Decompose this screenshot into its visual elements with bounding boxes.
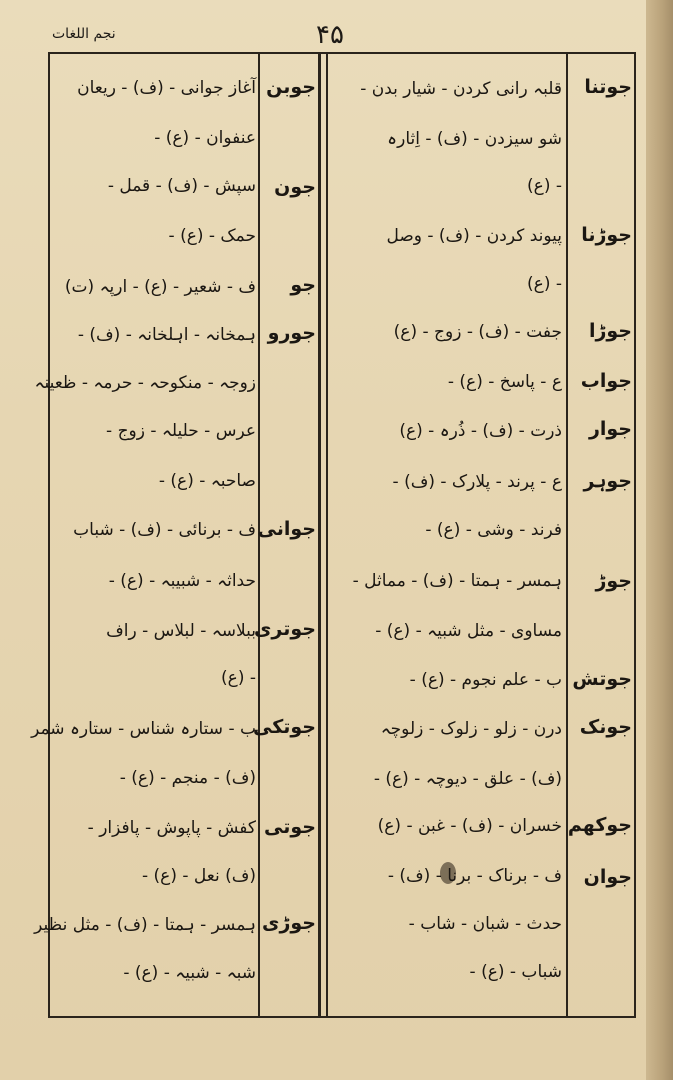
- definition-line: ہمسر - ہمتا - (ف) - مثل نظیر: [34, 915, 256, 935]
- headword: جوبن: [266, 76, 316, 98]
- definition-line: - (ع): [221, 668, 256, 688]
- definition-line: ب - علم نجوم - (ع) -: [409, 670, 562, 690]
- headword: جوتنا: [584, 76, 632, 98]
- definition-line: (ف) - منجم - (ع) -: [119, 768, 256, 788]
- headword: جوار: [588, 418, 632, 440]
- definition-line: عنفوان - (ع) -: [154, 128, 256, 148]
- definition-line: شبہ - شبیہ - (ع) -: [123, 963, 256, 983]
- definition-line: درن - زلو - زلوک - زلوچہ: [380, 719, 562, 739]
- definition-line: سپش - (ف) - قمل -: [107, 176, 256, 196]
- definition-line: (ف) نعل - (ع) -: [142, 866, 256, 886]
- definition-line: حداثہ - شبیبہ - (ع) -: [108, 571, 256, 591]
- definition-line: ہمخانہ - اہلخانہ - (ف) -: [77, 325, 256, 345]
- headword: جواب: [580, 370, 632, 392]
- headword: جوتش: [572, 668, 632, 690]
- definition-line: حدث - شبان - شاب -: [408, 914, 562, 934]
- headword: جوڑ: [595, 570, 632, 592]
- definition-line: (ف) - علق - دیوچہ - (ع) -: [373, 769, 562, 789]
- definition-line: قلبہ رانی کردن - شیار بدن -: [360, 79, 562, 99]
- definition-line: صاحبہ - (ع) -: [158, 471, 256, 491]
- book-spine-edge: [646, 0, 673, 1080]
- definition-line: مساوی - مثل شبیہ - (ع) -: [375, 621, 562, 641]
- definition-line: ف - شعیر - (ع) - ارپہ (ت): [64, 277, 256, 297]
- headword: جون: [274, 176, 316, 198]
- definition-line: فرند - وشی - (ع) -: [425, 520, 562, 540]
- column-rule: [634, 52, 636, 1016]
- headword: جوہر: [583, 470, 632, 492]
- definition-line: شباب - (ع) -: [469, 962, 562, 982]
- headword: جو: [290, 274, 316, 296]
- definition-line: ب - ستارہ شناس - ستارہ شمر: [31, 719, 256, 739]
- definition-line: ع - پاسخ - (ع) -: [447, 372, 562, 392]
- definition-line: شو سیزدن - (ف) - اِثارہ: [387, 129, 562, 149]
- column-rule: [566, 52, 568, 1016]
- definition-line: کفش - پاپوش - پافزار -: [87, 818, 256, 838]
- definition-line: ف - برنائی - (ف) - شباب: [73, 520, 256, 540]
- definition-line: ببلاسہ - لبلاس - راف: [106, 621, 256, 641]
- headword: جوڑنا: [581, 224, 632, 246]
- headword: جورو: [267, 322, 316, 344]
- headword: جوڑی: [262, 912, 316, 934]
- headword: جوتری: [254, 618, 316, 640]
- headword: جوڑا: [588, 320, 632, 342]
- headword: جوانی: [257, 518, 316, 540]
- center-double-rule: [318, 52, 321, 1016]
- column-rule: [48, 52, 50, 1016]
- definition-line: زوجہ - منکوحہ - حرمہ - ظعینہ: [34, 373, 256, 393]
- headword: جوان: [583, 866, 632, 888]
- running-header-title: نجم اللغات: [52, 26, 116, 42]
- definition-line: پیوند کردن - (ف) - وصل: [386, 226, 562, 246]
- center-double-rule: [326, 52, 328, 1016]
- definition-line: ذرت - (ف) - ذُرہ - (ع): [399, 421, 562, 441]
- definition-line: - (ع): [527, 274, 562, 294]
- definition-line: ف - برناک - برنا - (ف) -: [387, 866, 562, 886]
- definition-line: ہمسر - ہمتا - (ف) - مماثل -: [352, 571, 562, 591]
- definition-line: ع - پرند - پلارک - (ف) -: [392, 472, 562, 492]
- headword: جوتی: [264, 816, 316, 838]
- headword: جوکھم: [567, 814, 632, 836]
- definition-line: عرس - حلیلہ - زوج -: [106, 421, 256, 441]
- headword: جوتکی: [252, 716, 316, 738]
- page-number: ۴۵: [316, 20, 344, 50]
- definition-line: حمک - (ع) -: [168, 226, 256, 246]
- definition-line: - (ع): [527, 176, 562, 196]
- definition-line: خسران - (ف) - غبن - (ع): [377, 816, 562, 836]
- definition-line: آغاز جوانی - (ف) - ریعان: [77, 78, 256, 98]
- definition-line: جفت - (ف) - زوج - (ع): [393, 322, 562, 342]
- headword: جونک: [579, 716, 632, 738]
